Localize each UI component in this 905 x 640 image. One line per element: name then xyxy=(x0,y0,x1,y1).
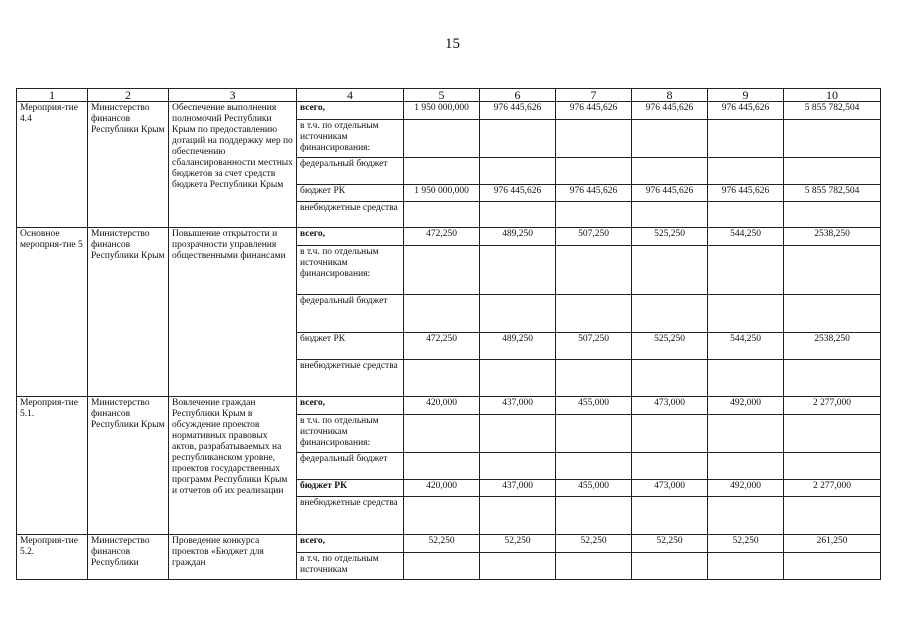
value-cell: 437,000 xyxy=(480,397,556,415)
activity-description: Повышение открытости и прозрачности управления общественными финансами xyxy=(169,228,297,397)
value-cell: 976 445,626 xyxy=(480,102,556,120)
value-cell: 52,250 xyxy=(632,535,708,553)
source-rk: бюджет РК xyxy=(297,333,404,360)
value-cell: 544,250 xyxy=(708,333,784,360)
col-header: 9 xyxy=(708,89,784,102)
value-cell: 507,250 xyxy=(556,228,632,246)
source-federal: федеральный бюджет xyxy=(297,453,404,480)
value-cell: 976 445,626 xyxy=(632,185,708,202)
value-cell: 2 277,000 xyxy=(784,397,881,415)
value-cell: 2538,250 xyxy=(784,228,881,246)
value-cell: 455,000 xyxy=(556,397,632,415)
header-row xyxy=(17,89,881,102)
responsible-org: Министерство финансов Республики Крым xyxy=(88,397,169,535)
col-header: 1 xyxy=(17,89,88,102)
activity-id: Основное мероприя-тие 5 xyxy=(17,228,88,397)
value-cell: 52,250 xyxy=(708,535,784,553)
value-cell: 473,000 xyxy=(632,480,708,497)
value-cell: 976 445,626 xyxy=(632,102,708,120)
table-row xyxy=(17,228,881,246)
source-incl: в т.ч. по отдельным источникам xyxy=(297,553,404,580)
source-extra: внебюджетные средства xyxy=(297,360,404,397)
value-cell: 525,250 xyxy=(632,333,708,360)
source-extra: внебюджетные средства xyxy=(297,202,404,228)
value-cell: 489,250 xyxy=(480,333,556,360)
value-cell: 420,000 xyxy=(404,480,480,497)
value-cell: 420,000 xyxy=(404,397,480,415)
value-cell: 507,250 xyxy=(556,333,632,360)
activity-description: Проведение конкурса проектов «Бюджет для граждан xyxy=(169,535,297,580)
value-cell: 5 855 782,504 xyxy=(784,102,881,120)
value-cell: 437,000 xyxy=(480,480,556,497)
col-header: 5 xyxy=(404,89,480,102)
value-cell: 489,250 xyxy=(480,228,556,246)
activity-id: Мероприя-тие 5.1. xyxy=(17,397,88,535)
value-cell: 52,250 xyxy=(480,535,556,553)
source-total: всего, xyxy=(297,397,404,415)
col-header: 10 xyxy=(784,89,881,102)
value-cell: 492,000 xyxy=(708,480,784,497)
value-cell: 2 277,000 xyxy=(784,480,881,497)
table-row xyxy=(17,535,881,553)
value-cell: 976 445,626 xyxy=(708,102,784,120)
value-cell: 472,250 xyxy=(404,333,480,360)
activity-id: Мероприя-тие 4.4 xyxy=(17,102,88,228)
source-rk: бюджет РК xyxy=(297,185,404,202)
col-header: 2 xyxy=(88,89,169,102)
source-incl: в т.ч. по отдельным источникам финансирования: xyxy=(297,415,404,453)
source-extra: внебюджетные средства xyxy=(297,497,404,535)
value-cell: 1 950 000,000 xyxy=(404,102,480,120)
value-cell: 1 950 000,000 xyxy=(404,185,480,202)
value-cell: 492,000 xyxy=(708,397,784,415)
source-total: всего, xyxy=(297,102,404,120)
activity-description: Обеспечение выполнения полномочий Республики Крым по предоставлению дотаций на поддержку мер по обеспечению сбалансированности местных бюджетов за счет средств бюджета Республики Крым xyxy=(169,102,297,228)
table-row xyxy=(17,397,881,415)
value-cell: 976 445,626 xyxy=(708,185,784,202)
value-cell: 976 445,626 xyxy=(556,102,632,120)
col-header: 8 xyxy=(632,89,708,102)
value-cell: 976 445,626 xyxy=(556,185,632,202)
value-cell: 455,000 xyxy=(556,480,632,497)
activity-id: Мероприя-тие 5.2. xyxy=(17,535,88,580)
value-cell: 52,250 xyxy=(404,535,480,553)
col-header: 7 xyxy=(556,89,632,102)
value-cell: 473,000 xyxy=(632,397,708,415)
value-cell: 2538,250 xyxy=(784,333,881,360)
value-cell: 544,250 xyxy=(708,228,784,246)
source-incl: в т.ч. по отдельным источникам финансирования: xyxy=(297,246,404,295)
page-number: 15 xyxy=(445,36,460,52)
source-federal: федеральный бюджет xyxy=(297,158,404,185)
value-cell: 261,250 xyxy=(784,535,881,553)
source-federal: федеральный бюджет xyxy=(297,295,404,333)
source-incl: в т.ч. по отдельным источникам финансирования: xyxy=(297,120,404,158)
value-cell: 5 855 782,504 xyxy=(784,185,881,202)
activity-description: Вовлечение граждан Республики Крым в обсуждение проектов нормативных правовых актов, разрабатываемых на республиканском уровне, проектов государственных программ Республики Крым и отчетов об их реализации xyxy=(169,397,297,535)
responsible-org: Министерство финансов Республики Крым xyxy=(88,228,169,397)
source-rk: бюджет РК xyxy=(297,480,404,497)
value-cell: 976 445,626 xyxy=(480,185,556,202)
source-total: всего, xyxy=(297,228,404,246)
budget-table xyxy=(16,88,881,580)
table-row xyxy=(17,102,881,120)
source-total: всего, xyxy=(297,535,404,553)
value-cell: 525,250 xyxy=(632,228,708,246)
value-cell: 52,250 xyxy=(556,535,632,553)
col-header: 6 xyxy=(480,89,556,102)
col-header: 3 xyxy=(169,89,297,102)
responsible-org: Министерство финансов Республики Крым xyxy=(88,102,169,228)
col-header: 4 xyxy=(297,89,404,102)
responsible-org: Министерство финансов Республики xyxy=(88,535,169,580)
value-cell: 472,250 xyxy=(404,228,480,246)
